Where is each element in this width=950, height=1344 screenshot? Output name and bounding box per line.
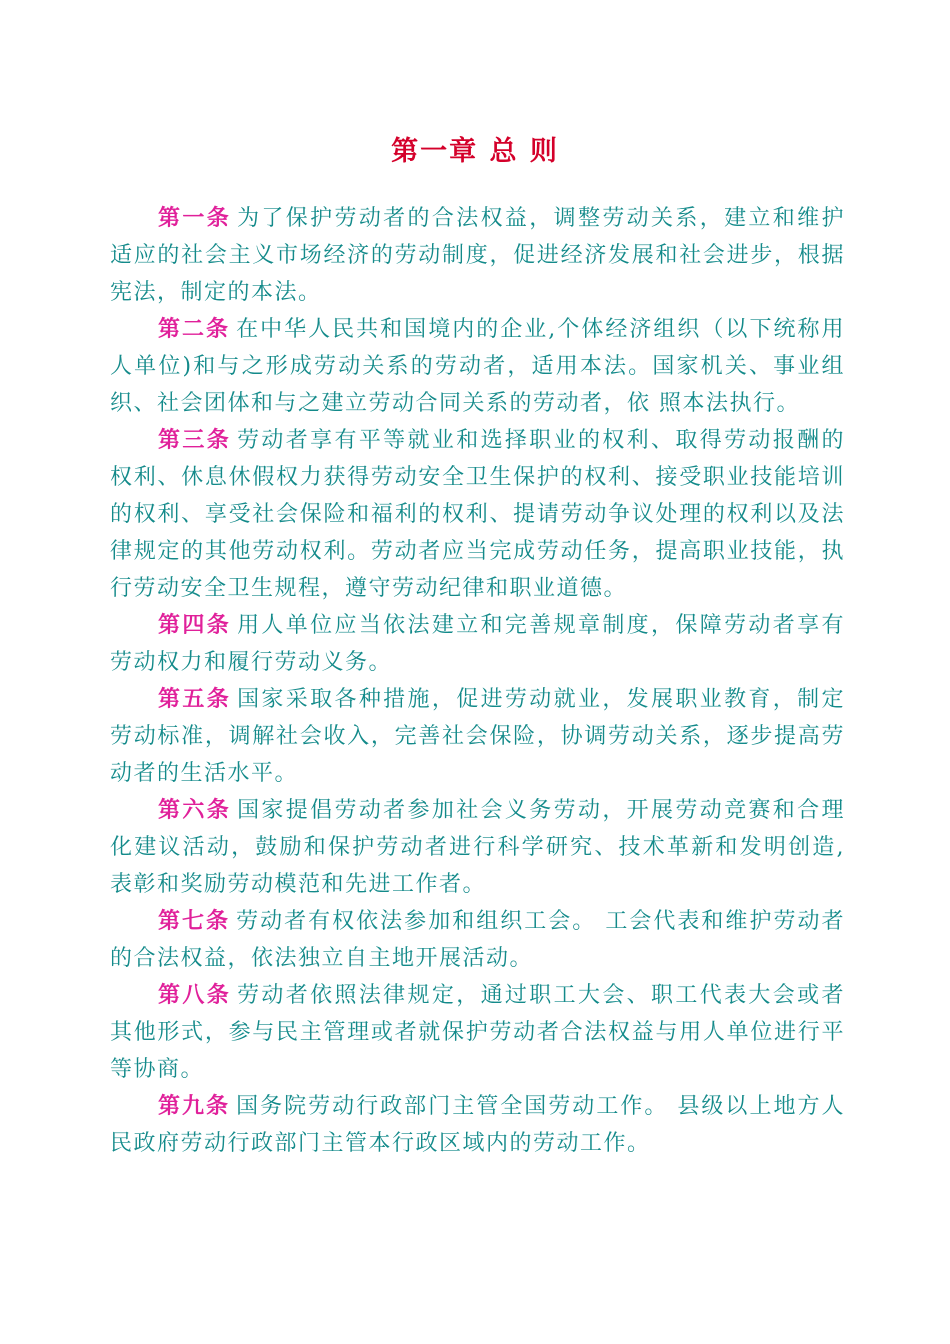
article-8	[110, 977, 845, 1088]
chapter-title: 第一章 总 则	[391, 136, 559, 167]
article-number: 第九条	[158, 1094, 231, 1119]
article-number: 第二条	[158, 317, 231, 342]
article-text: 劳动者依照法律规定，通过职工大会、职工代表大会或者其他形式，参与民主管理或者就保护劳动者合法权益与用人单位进行平等协商。	[110, 983, 845, 1082]
article-5	[110, 681, 845, 792]
article-3	[110, 422, 845, 607]
article-6	[110, 792, 845, 903]
article-2	[110, 311, 845, 422]
article-text: 劳动者享有平等就业和选择职业的权利、取得劳动报酬的权利、休息休假权力获得劳动安全卫生保护的权利、接受职业技能培训的权利、享受社会保险和福利的权利、提请劳动争议处理的权利以及法律规定的其他劳动权利。劳动者应当完成劳动任务，提高职业技能，执行劳动安全卫生规程，遵守劳动纪律和职业道德。	[110, 428, 845, 601]
article-number: 第七条	[158, 909, 231, 934]
article-text: 国家提倡劳动者参加社会义务劳动，开展劳动竞赛和合理化建议活动，鼓励和保护劳动者进行科学研究、技术革新和发明创造,表彰和奖励劳动模范和先进工作者。	[110, 798, 845, 897]
article-number: 第八条	[158, 983, 232, 1008]
article-7	[110, 903, 845, 977]
article-list	[110, 200, 845, 1162]
article-text: 国务院劳动行政部门主管全国劳动工作。 县级以上地方人民政府劳动行政部门主管本行政区域内的劳动工作。	[110, 1094, 845, 1156]
article-text: 为了保护劳动者的合法权益，调整劳动关系，建立和维护适应的社会主义市场经济的劳动制度，促进经济发展和社会进步，根据宪法，制定的本法。	[110, 206, 845, 305]
article-number: 第六条	[158, 798, 232, 823]
article-text: 用人单位应当依法建立和完善规章制度，保障劳动者享有劳动权力和履行劳动义务。	[110, 613, 845, 675]
article-number: 第一条	[158, 206, 232, 231]
article-1	[110, 200, 845, 311]
article-text: 国家采取各种措施，促进劳动就业，发展职业教育，制定劳动标准，调解社会收入，完善社会保险，协调劳动关系，逐步提高劳动者的生活水平。	[110, 687, 845, 786]
article-9	[110, 1088, 845, 1162]
article-number: 第五条	[158, 687, 232, 712]
article-text: 在中华人民共和国境内的企业,个体经济组织（以下统称用人单位)和与之形成劳动关系的劳动者，适用本法。国家机关、事业组织、社会团体和与之建立劳动合同关系的劳动者，依 照本法执行。	[110, 317, 845, 416]
article-4	[110, 607, 845, 681]
article-number: 第四条	[158, 613, 232, 638]
article-text: 劳动者有权依法参加和组织工会。 工会代表和维护劳动者的合法权益，依法独立自主地开展活动。	[110, 909, 845, 971]
article-number: 第三条	[158, 428, 232, 453]
